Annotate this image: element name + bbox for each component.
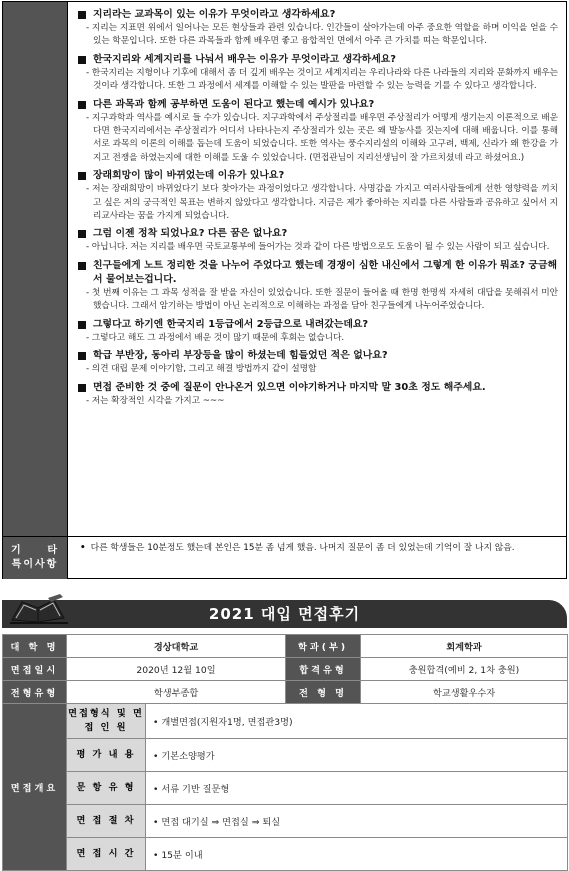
square-bullet-icon <box>78 56 86 64</box>
answer: - 한국지리는 지형이나 기후에 대해서 좀 더 깊게 배우는 것이고 세계지리는 우리나라와 다른 나라들의 지리와 문화까지 배우는 것이라 생각합니다. 또한 그 과정에서 세계를 이해할 수 있는 발판을 마련할 수 있는 능력을 기를 수 있다고 생각합니다. <box>86 67 558 92</box>
qa-item <box>77 349 558 376</box>
bullet-icon: • <box>80 543 86 553</box>
answer: - 아닙니다. 저는 지리를 배우면 국토교통부에 들어가는 것과 같이 다른 방법으로도 도움이 될 수 있는 사람이 되고 싶습니다. <box>86 242 550 253</box>
etc-label-line2: 특이사항 <box>11 559 59 570</box>
square-bullet-icon <box>78 230 86 238</box>
question <box>77 381 558 395</box>
answer: - 지구과학과 역사를 예시로 들 수가 있습니다. 지구과학에서 주상절리를 배우면 주상절리가 어떻게 생기는지 이론적으로 배운다면 한국지리에서는 주상절리가 어디서 나타나는지 주상절리가 있는 곳은 왜 발농사를 짓는지에 대해 배웁니다. 이를 통해 서로 과목의 이론의 이해를 돕는데 도움이 되었습니다. 또한 역사는 풍수지리설의 이해와 고구려, 백제, 신라가 왜 한강을 가지고 전쟁을 하였는지에 대한 이해를 도울 수 있었습니다. (면접관님이 지리선생님이 잘 가르치셨네 라고 하셨어요.) <box>86 112 558 163</box>
question-text: 그럼 이젠 정착 되었나요? 다른 꿈은 없나요? <box>93 228 288 240</box>
qa-item <box>77 381 558 408</box>
etc-label <box>3 537 67 579</box>
duration-label: 면 접 시 간 <box>67 838 146 871</box>
etc-row <box>3 536 566 579</box>
square-bullet-icon <box>78 321 86 329</box>
answer: - 지리는 지표면 위에서 일어나는 모든 현상들과 관련 있습니다. 인간들이 살아가는데 아주 중요한 역할을 하며 이익을 얻을 수 있는 학문입니다. 또한 다른 과목들과 함께 배우면 좋고 융합적인 면에서 아주 큰 가치를 띠는 학문입니다. <box>86 23 558 47</box>
duration-value: • 15분 이내 <box>146 838 568 871</box>
interview-date-value: 2020년 12월 10일 <box>67 658 286 681</box>
qa-item <box>77 318 558 345</box>
question-text: 친구들에게 노트 정리한 것을 나누어 주었다고 했는데 경쟁이 심한 내신에서 그렇게 한 이유가 뭐죠? 궁금해서 물어보는겁니다. <box>93 259 558 285</box>
qa-item <box>77 98 558 166</box>
procedure-label: 면 접 절 차 <box>67 805 146 838</box>
square-bullet-icon <box>78 352 86 360</box>
admission-result-label: 합격유형 <box>286 658 361 681</box>
question <box>77 349 558 363</box>
question <box>77 259 558 287</box>
question <box>77 169 558 183</box>
qa-body <box>67 2 566 536</box>
evaluation-value: • 기본소양평가 <box>146 739 568 772</box>
banner-title: 2021 대입 면접후기 <box>208 605 361 623</box>
answer: - 저는 확장적인 시각을 가지고 ~~~ <box>86 395 225 406</box>
square-bullet-icon <box>78 262 86 270</box>
qa-item <box>77 53 558 94</box>
admission-track-value: 학교생활우수자 <box>361 681 568 704</box>
qa-item <box>77 169 558 223</box>
interview-qa-table <box>2 1 567 579</box>
question-text: 다른 과목과 함께 공부하면 도움이 된다고 했는데 예시가 있나요? <box>93 98 375 110</box>
department-value: 회계학과 <box>361 635 568 658</box>
admission-result-value: 충원합격(예비 2, 1차 충원) <box>361 658 568 681</box>
department-label: 학과(부) <box>286 635 361 658</box>
question-type-label: 문 항 유 형 <box>67 772 146 805</box>
question <box>77 8 558 22</box>
square-bullet-icon <box>78 101 86 109</box>
question-type-value: • 서류 기반 질문형 <box>146 772 568 805</box>
evaluation-label: 평 가 내 용 <box>67 739 146 772</box>
etc-notes <box>67 537 566 579</box>
question <box>77 227 558 241</box>
interview-review-banner <box>2 594 567 628</box>
university-label: 대 학 명 <box>3 635 67 658</box>
question-text: 그렇다고 하기엔 한국지리 1등급에서 2등급으로 내려갔는데요? <box>93 318 369 330</box>
format-label: 면접형식 및 면 접 인 원 <box>67 704 146 739</box>
etc-text: 다른 학생들은 10분정도 했는데 본인은 15분 좀 넘게 했음. 나머지 질문이 좀 더 있었는데 기억이 잘 나지 않음. <box>90 543 515 553</box>
procedure-value: • 면접 대기실 ⇒ 면접실 ⇒ 퇴실 <box>146 805 568 838</box>
admission-track-label: 전 형 명 <box>286 681 361 704</box>
answer: - 저는 장래희망이 바뀌었다기 보다 찾아가는 과정이었다고 생각합니다. 사명감을 가지고 여러사람들에게 선한 영향력을 끼치고 싶은 저의 궁극적인 목표는 변하지 않았다고 생각합니다. 지금은 제가 좋아하는 지리를 다른 사람들과 공유하고 싶어서 지리교사라는 꿈을 가지게 되었습니다. <box>86 184 558 222</box>
admission-type-value: 학생부종합 <box>67 681 286 704</box>
question <box>77 53 558 67</box>
university-value: 경상대학교 <box>67 635 286 658</box>
question <box>77 318 558 332</box>
etc-label-part: 기 <box>11 545 23 556</box>
format-value: • 개별면접(지원자1명, 면접관3명) <box>146 704 568 739</box>
question <box>77 98 558 112</box>
answer: - 의견 대립 문제 이야기함, 그리고 해결 방법까지 같이 설명함 <box>86 364 317 375</box>
qa-item <box>77 227 558 254</box>
question-text: 장래희망이 많이 바뀌었는데 이유가 있나요? <box>93 170 285 182</box>
question-text: 학급 부반장, 동아리 부장등을 많이 하셨는데 힘들었던 적은 없나요? <box>93 350 388 362</box>
square-bullet-icon <box>78 384 86 392</box>
interview-date-label: 면접일시 <box>3 658 67 681</box>
question-text: 한국지리와 세계지리를 나눠서 배우는 이유가 무엇이라고 생각하세요? <box>93 53 396 65</box>
admission-type-label: 전형유형 <box>3 681 67 704</box>
etc-label-part: 타 <box>47 545 59 556</box>
qa-item <box>77 259 558 314</box>
square-bullet-icon <box>78 11 86 19</box>
interview-overview-label: 면접개요 <box>3 704 67 871</box>
answer: - 그렇다고 해도 그 과정에서 배운 것이 많기 때문에 후회는 없습니다. <box>86 332 345 343</box>
question-text: 지리라는 교과목이 있는 이유가 무엇이라고 생각하세요? <box>93 9 336 20</box>
qa-item <box>77 8 558 49</box>
interview-info-table <box>2 634 568 871</box>
answer: - 첫 번째 이유는 그 과목 성적을 잘 받을 자신이 있었습니다. 또한 질문이 들어올 때 한명 한명씩 자세히 대답을 못해줘서 미안했습니다. 그래서 암기하는 방법이 아닌 논리적으로 이해하는 과정을 담아 친구들에게 나누어주었습니다. <box>86 287 558 312</box>
square-bullet-icon <box>78 172 86 180</box>
qa-left-column <box>3 2 67 536</box>
question-text: 면접 준비한 것 중에 질문이 안나온거 있으면 이야기하거나 마지막 말 30초 정도 해주세요. <box>93 381 486 393</box>
